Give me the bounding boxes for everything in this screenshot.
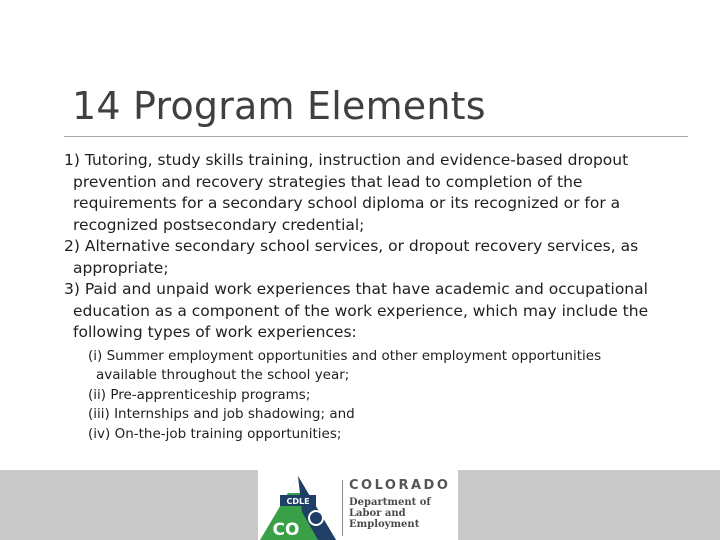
cdle-logo: [258, 470, 458, 540]
sub-list-item: (i) Summer employment opportunities and other employment opportunities available throughout the school year;: [88, 347, 602, 383]
title-divider: [64, 136, 688, 137]
list-item: 2) Alternative secondary school services, or dropout recovery services, as appropriate;: [64, 237, 639, 277]
logo-text: [349, 478, 458, 530]
logo-badge-text: CDLE: [286, 497, 310, 506]
sub-list-item: (ii) Pre-apprenticeship programs;: [88, 386, 311, 403]
list-item: 3) Paid and unpaid work experiences that have academic and occupational education as a component of the work experience, which may include the following types of work experiences:: [64, 280, 649, 341]
logo-divider: [342, 480, 343, 536]
logo-dept-line-1: Department of: [349, 497, 431, 508]
sub-list: [88, 347, 664, 445]
colorado-mountain-logo-icon: [258, 472, 340, 540]
sub-list-item: (iv) On-the-job training opportunities;: [88, 425, 342, 442]
sub-list-item: (iii) Internships and job shadowing; and: [88, 406, 355, 422]
content-body: [64, 150, 664, 444]
list-item: 1) Tutoring, study skills training, instruction and evidence-based dropout prevention and recovery strategies that lead to completion of the requirements for a secondary school diploma or its recognized or for a recognized postsecondary credential;: [64, 151, 629, 234]
slide-title: 14 Program Elements: [72, 84, 486, 128]
logo-state: COLORADO: [349, 478, 451, 493]
logo-gear-icon: [309, 511, 323, 525]
logo-dept-line-2: Labor and Employment: [349, 508, 420, 530]
footer-band: [0, 470, 720, 540]
logo-co-text: CO: [272, 520, 300, 540]
